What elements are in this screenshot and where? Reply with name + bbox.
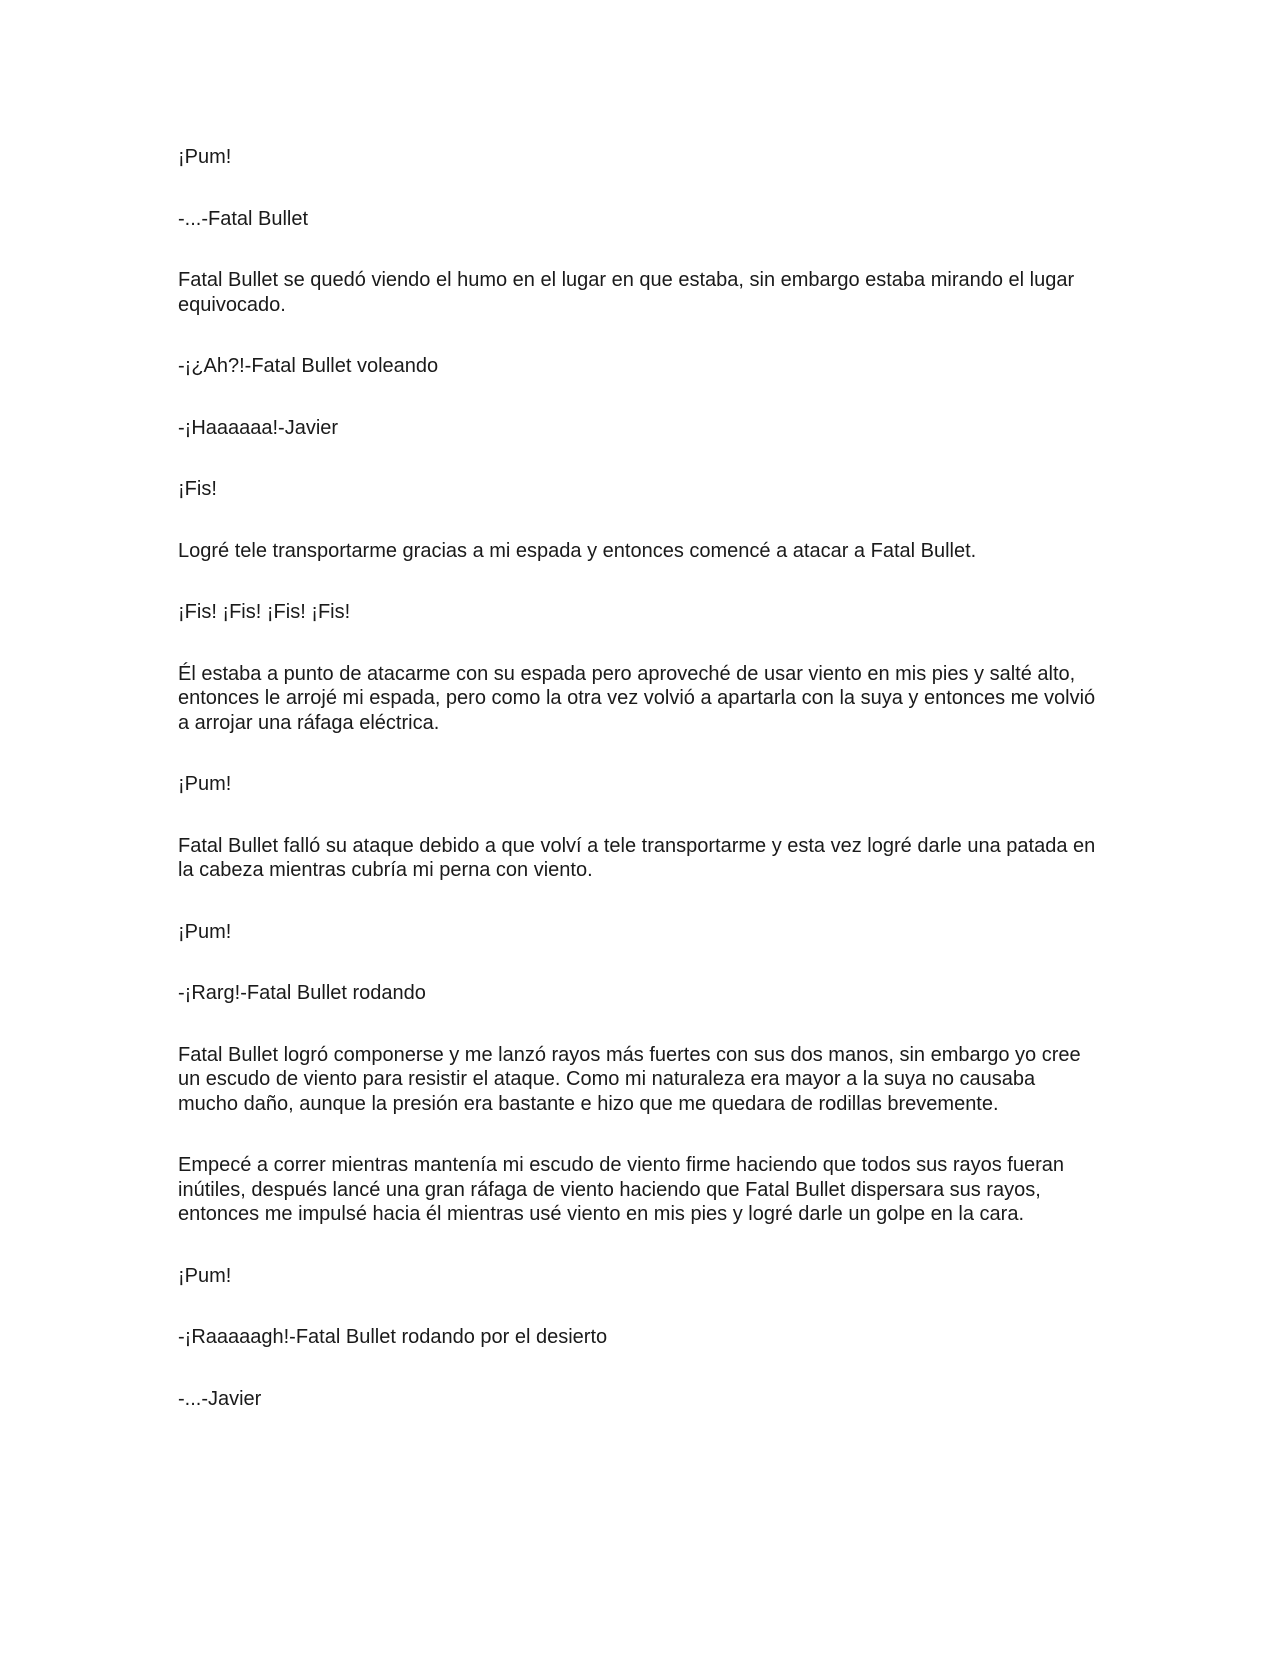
- paragraph: Logré tele transportarme gracias a mi espada y entonces comencé a atacar a Fatal Bullet.: [178, 539, 977, 562]
- paragraph: ¡Fis!: [178, 478, 217, 500]
- paragraph: Fatal Bullet falló su ataque debido a que volví a tele transportarme y esta vez logré darle una patada en la cabeza mientras cubría mi perna con viento.: [178, 834, 1096, 881]
- paragraph: -¡Rarg!-Fatal Bullet rodando: [178, 982, 426, 1004]
- paragraph: ¡Pum!: [178, 146, 232, 168]
- paragraph: -...-Fatal Bullet: [178, 207, 309, 230]
- paragraph: Él estaba a punto de atacarme con su espada pero aproveché de usar viento en mis pies y salté alto, entonces le arrojé mi espada, pero como la otra vez volvió a apartarla con la suya y entonces me volvió a arrojar una ráfaga eléctrica.: [178, 662, 1096, 734]
- paragraph: -¡Haaaaaa!-Javier: [178, 416, 339, 439]
- paragraph: Empecé a correr mientras mantenía mi escudo de viento firme haciendo que todos sus rayos fueran inútiles, después lancé una gran ráfaga de viento haciendo que Fatal Bullet dispersara sus rayos, entonces me impulsé hacia él mientras usé viento en mis pies y logré darle un golpe en la cara.: [178, 1154, 1065, 1225]
- paragraph: -...-Javier: [178, 1387, 262, 1410]
- paragraph: ¡Fis! ¡Fis! ¡Fis! ¡Fis!: [178, 601, 351, 623]
- paragraph: ¡Pum!: [178, 773, 232, 795]
- paragraph: ¡Pum!: [178, 920, 232, 943]
- paragraph: -¡Raaaaagh!-Fatal Bullet rodando por el desierto: [178, 1326, 608, 1348]
- paragraph: -¡¿Ah?!-Fatal Bullet voleando: [178, 355, 439, 377]
- paragraph: ¡Pum!: [178, 1264, 232, 1287]
- paragraph: Fatal Bullet se quedó viendo el humo en el lugar en que estaba, sin embargo estaba mirando el lugar equivocado.: [178, 269, 1075, 316]
- document-body: [178, 145, 1098, 1411]
- paragraph: Fatal Bullet logró componerse y me lanzó rayos más fuertes con sus dos manos, sin embargo yo cree un escudo de viento para resistir el ataque. Como mi naturaleza era mayor a la suya no causaba mucho daño, aunque la presión era bastante e hizo que me quedara de rodillas brevemente.: [178, 1043, 1081, 1115]
